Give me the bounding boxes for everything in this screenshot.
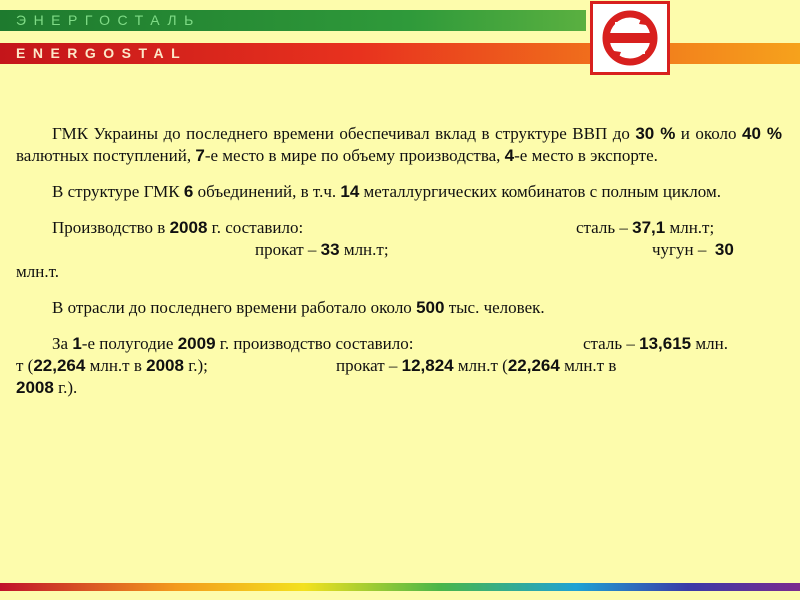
production-label: Производство в 2008 г. составило: [52, 218, 304, 237]
paragraph-production-2009 [16, 333, 782, 399]
text: В структуре ГМК [52, 182, 184, 201]
steel-2009-compare: т (22,264 млн.т в 2008 г.); [16, 356, 208, 375]
text: -е место в мире по объему производства, [204, 146, 505, 165]
company-name-cyrillic: ЭНЕРГОСТАЛЬ [16, 12, 201, 28]
rainbow-footer-stripe [0, 583, 800, 591]
steel-2008: сталь – 37,1 млн.т; [576, 218, 715, 237]
rolled-2009: прокат – 12,824 млн.т (22,264 млн.т в [336, 356, 617, 375]
value-plants: 14 [340, 182, 360, 201]
paragraph-structure [16, 181, 782, 203]
rolled-2008: прокат – 33 млн.т; [255, 240, 389, 259]
header-band-latin [0, 43, 800, 64]
energostal-logo-icon [593, 4, 667, 72]
text: валютных поступлений, [16, 146, 196, 165]
value-currency-share: 40 % [742, 124, 782, 143]
steel-2009: сталь – 13,615 млн. [583, 334, 728, 353]
text: -е место в экспорте. [514, 146, 658, 165]
value-world-rank: 7 [195, 146, 205, 165]
main-text [16, 123, 782, 413]
paragraph-production-2008 [16, 217, 782, 283]
rolled-2009-year: 2008 г.). [16, 378, 78, 397]
company-name-latin: ENERGOSTAL [16, 45, 188, 61]
value-employees: 500 [416, 298, 445, 317]
iron-unit: млн.т. [16, 262, 59, 281]
energostal-logo [590, 1, 670, 75]
text: металлургических комбинатов с полным циклом. [359, 182, 721, 201]
value-associations: 6 [183, 182, 194, 201]
text: объединений, в т.ч. [193, 182, 341, 201]
text: и около [675, 124, 743, 143]
text: тыс. человек. [444, 298, 545, 317]
production-2009-label: За 1-е полугодие 2009 г. производство составило: [52, 334, 414, 353]
paragraph-gdp [16, 123, 782, 167]
header-band-cyrillic [0, 10, 586, 31]
value-export-rank: 4 [504, 146, 515, 165]
text: ГМК Украины до последнего времени обеспечивал вклад в структуре ВВП до [52, 124, 636, 143]
text: В отрасли до последнего времени работало около [52, 298, 417, 317]
value-gdp-share: 30 % [635, 124, 676, 143]
paragraph-employment [16, 297, 782, 319]
iron-2008: чугун – 30 [652, 240, 734, 259]
